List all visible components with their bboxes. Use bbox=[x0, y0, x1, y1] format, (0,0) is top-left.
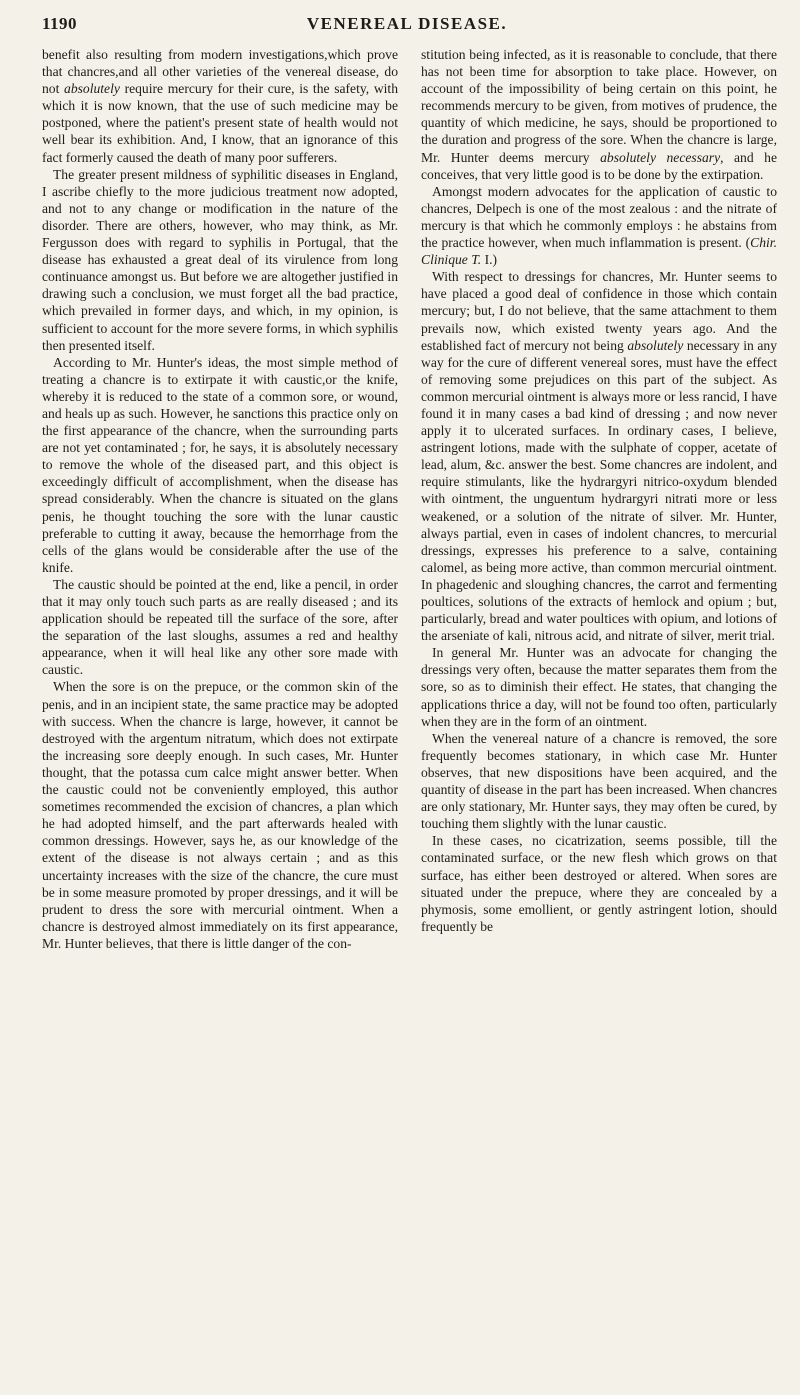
italic-text: Chir. Clinique T. bbox=[421, 235, 777, 268]
right-column bbox=[421, 46, 777, 1381]
text-run: With respect to dressings for chancres, Mr. Hunter seems to have placed a good deal of confidence in those which contain mercury; but, I do not believe, that the same attachment to them prevails now, which existed twenty years ago. And the established fact of mercury not being bbox=[421, 269, 777, 353]
text-run: When the sore is on the prepuce, or the common skin of the penis, and in an incipient state, the same practice may be adopted with success. When the chancre is large, however, it cannot be destroyed with the argentum nitratum, which does not extirpate the increasing sore deeply enough. In such cases, Mr. Hunter thought, that the potassa cum calce might answer better. When the caustic could not be conveniently employed, this author sometimes recommended the excision of chancres, a plan which he had adopted himself, and the part afterwards healed with common dressings. However, says he, as our knowledge of the extent of the disease is not always certain ; and as this uncertainty increases with the size of the chancre, the cure must be in some measure promoted by proper dressings, and it will be prudent to dress the sore with mercurial ointment. When a chancre is destroyed almost immediately on its first appearance, Mr. Hunter believes, that there is little danger of the con- bbox=[42, 679, 398, 951]
page-header bbox=[42, 14, 772, 42]
text-run: , and he conceives, that very little good is to be done by the extirpation. bbox=[421, 149, 778, 182]
text-run: require mercury for their cure, is the safety, with which it is now known, that the use of such medicine may be postponed, where the patient's present state of health would not well bear its exhibition. And, I know, that an ignorance of this fact formerly caused the death of many poor sufferers. bbox=[42, 81, 398, 165]
text-run: Amongst modern advocates for the application of caustic to chancres, Delpech is one of the most zealous : and the nitrate of mercury is that which he commonly employs : he abstains from the practice however, when much inflammation is present. ( bbox=[421, 183, 777, 251]
text-run: According to Mr. Hunter's ideas, the most simple method of treating a chancre is to extirpate it with caustic,or the knife, whereby it is reduced to the state of a common sore, or wound, and heals up as such. However, he sanctions this practice only on the first appearance of the chancre, when the surrounding parts are not yet contaminated ; for, he says, it is absolutely necessary to remove the whole of the diseased part, and this object is exceedingly difficult of accomplishment, when the disease has spread considerably. When the chancre is situated on the glans penis, he thought touching the sore with the lunar caustic preferable to cutting it away, because the hemorrhage from the cells of the glans would be considerable after the use of the knife. bbox=[42, 354, 398, 575]
text-columns bbox=[42, 46, 777, 1381]
paragraph bbox=[42, 678, 398, 952]
italic-text: absolutely necessary bbox=[600, 149, 721, 165]
text-run: benefit also resulting from modern investigations,which prove that chancres,and all other varieties of the venereal disease, do not bbox=[42, 47, 398, 97]
text-run: In these cases, no cicatrization, seems possible, till the contaminated surface, or the new flesh which grows on that surface, has either been destroyed or altered. When sores are situated under the prepuce, where they are concealed by a phymosis, some emollient, or gently astringent lotion, should frequently be bbox=[421, 833, 777, 934]
text-run: The greater present mildness of syphilitic diseases in England, I ascribe chiefly to the more judicious treatment now adopted, and not to any change or modification in the nature of the disorder. There are others, however, who may think, as Mr. Fergusson does with regard to syphilis in Portugal, that the disease has exhausted a great deal of its virulence from long continuance amongst us. But before we are altogether justified in drawing such a conclusion, we must forget all the bad practice, which prevailed in former days, and which, in my opinion, is sufficient to account for the more severe forms, in which syphilis then presented itself. bbox=[42, 166, 398, 353]
paragraph bbox=[421, 832, 777, 935]
paragraph bbox=[42, 166, 398, 354]
text-run: stitution being infected, as it is reasonable to conclude, that there has not been time for absorption to take place. However, on account of the impossibility of being certain on this point, he recommends mercury to be given, from motives of prudence, the quantity of which medicine, he says, should be proportioned to the duration and progress of the sore. When the chancre is large, Mr. Hunter deems mercury bbox=[421, 47, 777, 165]
text-run: When the venereal nature of a chancre is removed, the sore frequently becomes stationary, in which case Mr. Hunter observes, that new dispositions have been acquired, and the quantity of disease in the part has been increased. When chancres are only stationary, Mr. Hunter says, they may often be cured, by touching them slightly with the lunar caustic. bbox=[421, 730, 777, 832]
italic-text: absolutely bbox=[64, 81, 120, 97]
running-title: VENEREAL DISEASE. bbox=[306, 14, 508, 33]
paragraph bbox=[42, 354, 398, 576]
italic-text: absolutely bbox=[627, 337, 684, 353]
paragraph bbox=[421, 46, 777, 183]
paragraph bbox=[421, 268, 777, 644]
left-column bbox=[42, 46, 398, 1381]
paragraph bbox=[421, 183, 777, 268]
page-number: 1190 bbox=[42, 14, 78, 33]
text-run: I.) bbox=[481, 252, 498, 268]
paragraph bbox=[421, 730, 777, 833]
text-run: In general Mr. Hunter was an advocate for changing the dressings very often, because the matter separates them from the sore, so as to diminish their effect. He states, that changing the applications thrice a day, will not be found too often, particularly when they are in the form of an ointment. bbox=[421, 645, 777, 729]
paragraph bbox=[42, 576, 398, 679]
paragraph bbox=[421, 644, 777, 729]
paragraph bbox=[42, 46, 398, 166]
text-run: necessary in any way for the cure of different venereal sores, must have the effect of removing some prejudices on this part of the subject. As common mercurial ointment is always more or less rancid, I have found it in many cases a bad kind of dressing ; and now never apply it to ulcerated surfaces. In ordinary cases, I believe, astringent lotions, made with the sulphate of copper, acetate of lead, alum, &c. answer the best. Some chancres are indolent, and require stimulants, like the hydrargyri nitrico-oxydum blended with ointment, the unguentum hydrargyri nitrati more or less weakened, or a solution of the nitrate of silver. Mr. Hunter, always partial, even in cases of indolent chancres, to mercurial dressings, expresses his preference to a salve, containing calomel, as being more active, than common mercurial ointment. In phagedenic and sloughing chancres, the carrot and fermenting poultices, solutions of the extracts of hemlock and opium ; but, particularly, bread and water poultices with opium, and lotions of the arseniate of kali, nitrous acid, and nitrate of silver, merit trial. bbox=[421, 337, 777, 644]
text-run: The caustic should be pointed at the end, like a pencil, in order that it may only touch such parts as are really diseased ; and its application should be repeated till the surface of the sore, after the separation of the last sloughs, assumes a red and healthy appearance, when it will heal like any other sore made with caustic. bbox=[42, 576, 398, 678]
